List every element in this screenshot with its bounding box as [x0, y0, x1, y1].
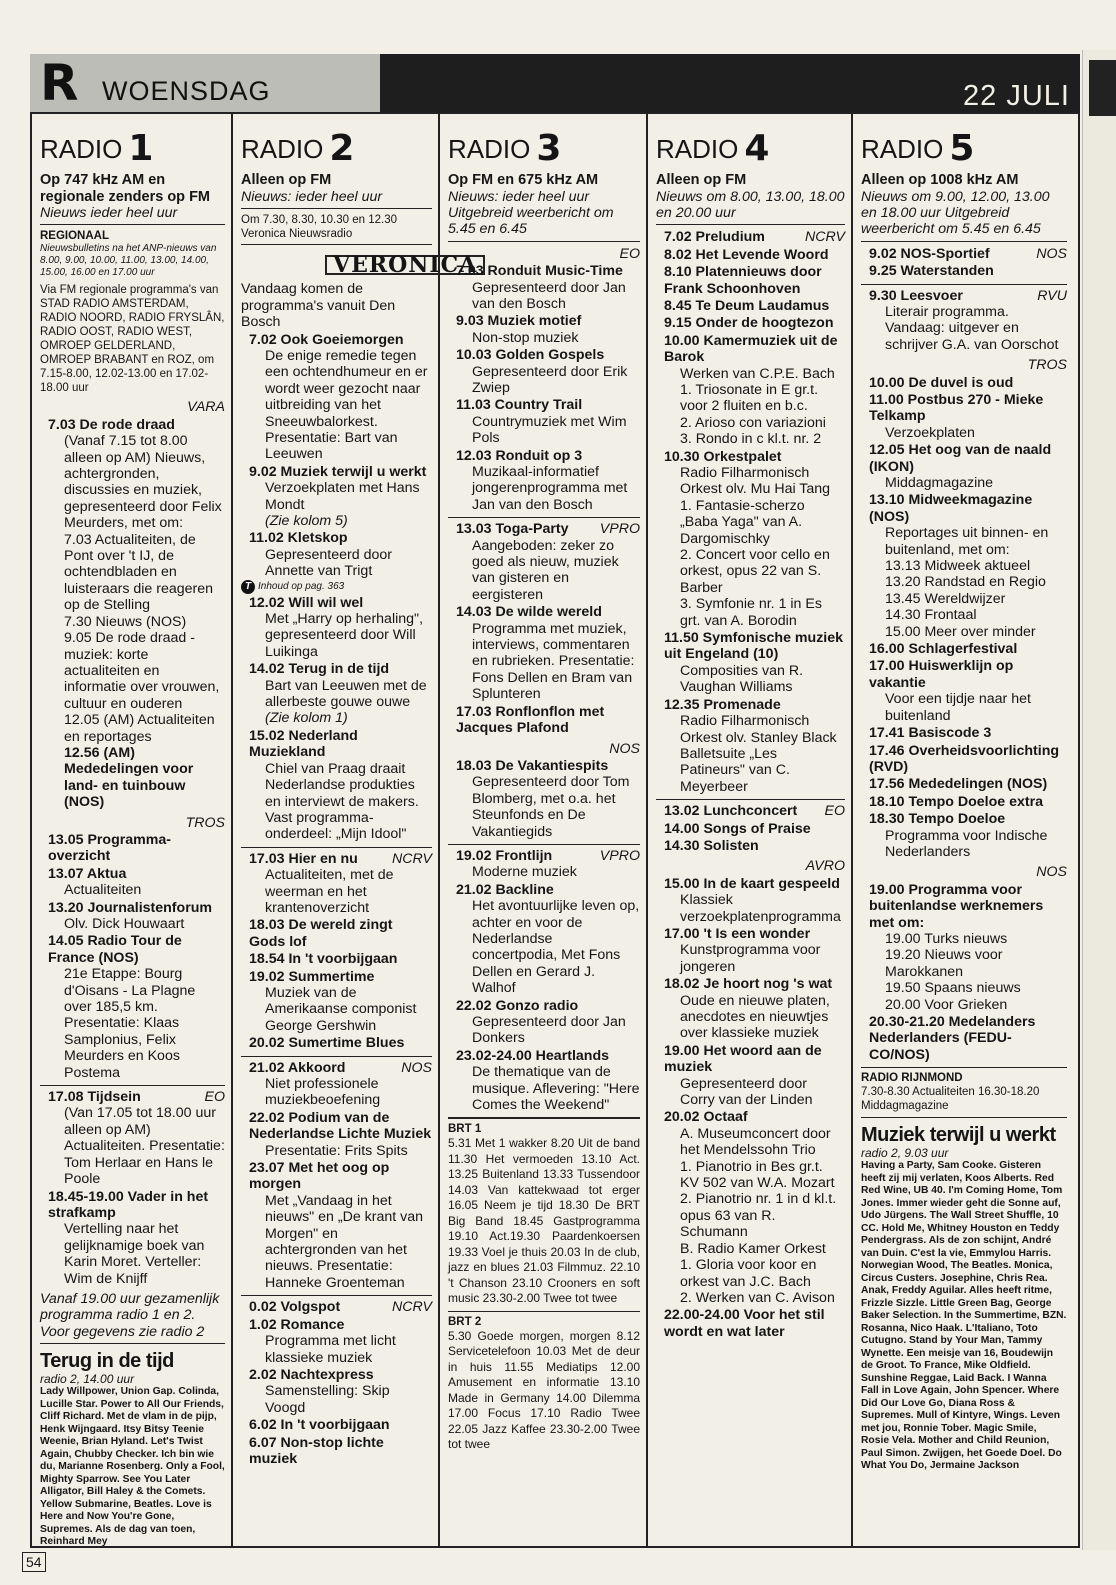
radio5-frequency: Alleen op 1008 kHz AM — [861, 172, 1019, 188]
program-entry: 12.03 Ronduit op 3 Muzikaal-informatief jongerenprogramma met Jan van den Bosch — [456, 447, 628, 513]
program-entry: 13.20 Journalistenforum Olv. Dick Houwaart — [48, 899, 212, 932]
program-entry: 18.03 De wereld zingt Gods lof — [249, 917, 393, 950]
program-entry: 22.02 Podium van de Nederlandse Lichte Muziek Presentatie: Frits Spits — [249, 1109, 432, 1159]
radio1-title: RADIO 1 — [40, 128, 154, 169]
program-entry: 6.02 In 't voorbijgaan — [249, 1417, 390, 1434]
program-entry: 16.00 Schlagerfestival — [869, 641, 1018, 658]
radio2-news: Nieuws: ieder heel uur — [241, 189, 432, 209]
program-entry: 7.03 De rode draad (Vanaf 7.15 tot 8.00 alleen op AM) Nieuws, achtergronden, discussies en muziek, gepresenteerd door Felix Meurders, met om: 7.03 Actualiteiten, de Pont over 't IJ, de ochtendbladen en luisteraars die reageren op de Stelling 7.30 Nieuws (NOS) 9.05 De rode draad - muziek: korte actualiteiten en informatie over vrouwen, cultuur en ouderen 12.05 (AM) Actualiteiten en reportages 12.56 (AM) Mededelingen voor land- en tuinbouw (NOS) — [48, 416, 222, 811]
broadcaster-label: NOS — [609, 740, 640, 757]
program-entry: 8.10 Platennieuws door Frank Schoonhoven — [664, 264, 822, 297]
program-entry: 11.50 Symfonische muziek uit Engeland (10) Composities van R. Vaughan Williams — [664, 630, 844, 696]
radio1-frequency: Op 747 kHz AM en regionale zenders op FM — [40, 172, 210, 205]
radio3-title: RADIO 3 — [448, 128, 562, 169]
box-title: Muziek terwijl u werkt — [861, 1124, 1056, 1147]
program-entry: 12.35 Promenade Radio Filharmonisch Orkest olv. Stanley Black Balletsuite „Les Patineurs" van C. Meyerbeer — [664, 696, 837, 795]
rijnmond-schedule: 7.30-8.30 Actualiteiten 16.30-18.20 Middagmagazine — [861, 1086, 1040, 1113]
program-entry: 19.00 Het woord aan de muziek Gepresenteerd door Corry van der Linden — [664, 1042, 822, 1109]
program-entry: 9.02 Muziek terwijl u werkt Verzoekplaten met Hans Mondt (Zie kolom 5) — [249, 463, 427, 529]
program-entry: 14.03 De wilde wereld Programma met muziek, interviews, commentaren en rubrieken. Presentatie: Fons Dellen en Bram van Splunteren — [456, 604, 635, 703]
program-entry: 17.41 Basiscode 3 — [869, 725, 992, 742]
broadcaster-label: TROS — [185, 814, 225, 831]
box-title: Terug in de tijd — [40, 1350, 174, 1373]
program-entry: 15.00 In de kaart gespeeld Klassiek verzoekplatenprogramma — [664, 875, 841, 925]
program-entry: 17.08 Tijdsein EO (Van 17.05 tot 18.00 uur alleen op AM) Actualiteiten. Presentatie: Tom Herlaar en Hans le Poole — [48, 1089, 225, 1188]
program-entry: 17.00 't Is een wonder Kunstprogramma voor jongeren — [664, 925, 821, 975]
radio4-frequency: Alleen op FM — [656, 172, 747, 188]
program-entry: 9.30 Leesvoer RVU Literair programma. Vandaag: uitgever en schrijver G.A. van Oorschot — [869, 287, 1067, 353]
program-entry: 18.02 Je hoort nog 's wat Oude en nieuwe platen, anecdotes en nieuwtjes over klassieke muziek — [664, 976, 833, 1042]
program-entry: 17.00 Huiswerklijn op vakantie Voor een tijdje naar het buitenland — [869, 658, 1031, 724]
box-playlist: Lady Willpower, Union Gap. Colinda, Lucille Star. Power to All Our Friends, Cliff Richard. Met de vlam in de pijp, Henk Wijngaard. Itsy Bitsy Teenie Weenie, Brian Hyland. Let's Twist Again, Chubby Checker. Ich bin wie du, Marianne Rosenberg. Only a Fool, Mighty Sparrow. See You Later Alligator, Bill Haley & the Comets. Yellow Submarine, Beatles. Love is Here and Now You're Gone, Supremes. Als de dag van toen, Reinhard Mey — [40, 1386, 225, 1548]
program-entry: 1.02 Romance Programma met licht klassieke muziek — [249, 1316, 396, 1366]
program-entry: 17.03 Ronflonflon met Jacques Plafond — [456, 703, 605, 737]
program-entry: 21.02 Akkoord NOS Niet professionele muziekbeoefening — [249, 1059, 432, 1109]
radio2-frequency: Alleen op FM — [241, 172, 332, 188]
program-entry: 10.03 Golden Gospels Gepresenteerd door Erik Zwiep — [456, 347, 628, 396]
program-entry: 18.10 Tempo Doeloe extra — [869, 793, 1043, 810]
brt2-title: BRT 2 — [448, 1315, 482, 1328]
radio3-column — [440, 114, 646, 1544]
radio5-news: Nieuws om 9.00, 12.00, 13.00 en 18.00 uur Uitgebreid weerbericht om 5.45 en 6.45 — [861, 189, 1067, 242]
radio3-frequency: Op FM en 675 kHz AM — [448, 172, 599, 188]
program-entry: 19.02 Summertime Muziek van de Amerikaanse componist George Gershwin — [249, 968, 417, 1034]
header-left-band — [30, 54, 380, 112]
veronica-logo: VERONICA — [325, 255, 485, 275]
program-entry: 20.30-21.20 Medelanders Nederlanders (FEDU-CO/NOS) — [869, 1014, 1036, 1063]
program-entry: 14.30 Solisten — [664, 837, 759, 854]
page-number: 54 — [22, 1552, 46, 1572]
program-entry: 9.25 Waterstanden — [869, 263, 994, 280]
program-entry: 18.54 In 't voorbijgaan — [249, 951, 398, 968]
broadcaster-label: VARA — [187, 399, 225, 416]
day-label: WOENSDAG — [102, 76, 271, 106]
program-entry: 14.05 Radio Tour de France (NOS) 21e Etappe: Bourg d'Oisans - La Plagne over 185,5 km. Presentatie: Klaas Samplonius, Felix Meurders en Koos Postema — [48, 933, 196, 1081]
program-entry: 0.02 Volgspot NCRV — [249, 1299, 432, 1316]
program-entry: 18.45-19.00 Vader in het strafkamp Vertelling naar het gelijknamige boek van Karin Moret. Verteller: Wim de Knijff — [48, 1188, 209, 1287]
radio1-column — [32, 114, 231, 1548]
program-entry: 22.00-24.00 Voor het stil wordt en wat later — [664, 1307, 825, 1340]
brt2-schedule: 5.30 Goede morgen, morgen 8.12 Servicetelefoon 10.03 Met de deur in huis 11.55 Mediatips 12.00 Amusement en informatie 13.10 Made in Germany 14.00 Dilemma 17.00 Focus 17.10 Radio Twee 22.05 Jazz Kaffee 23.30-2.00 Twee tot twee — [448, 1328, 640, 1452]
broadcaster-label: TROS — [1027, 357, 1067, 374]
program-entry: 9.03 Muziek motief Non-stop muziek — [456, 313, 582, 346]
program-entry: 19.02 Frontlijn VPRO Moderne muziek — [456, 847, 640, 881]
radio4-title: RADIO 4 — [656, 128, 770, 169]
program-entry: 10.00 Kamermuziek uit de Barok Werken van C.P.E. Bach 1. Triosonate in E gr.t. voor 2 fluiten en b.c. 2. Arioso con variazioni 3. Rondo in c kl.t. nr. 2 — [664, 332, 838, 448]
box-subtitle: radio 2, 9.03 uur — [861, 1146, 949, 1161]
broadcaster-label: AVRO — [805, 858, 845, 875]
program-entry: 21.02 Backline Het avontuurlijke leven op, achter en voor de Nederlandse concertpodia, Met Fons Dellen en Gerard J. Walhof — [456, 881, 640, 997]
program-entry: 18.30 Tempo Doeloe Programma voor Indische Nederlanders — [869, 811, 1048, 860]
broadcaster-label: EO — [619, 245, 640, 262]
program-entry: 12.02 Will wil wel Met „Harry op herhaling", gepresenteerd door Will Luikinga — [249, 594, 424, 660]
program-entry: 13.02 Lunchconcert EO — [664, 803, 845, 820]
adjacent-page-edge — [1082, 50, 1116, 1550]
program-entry: 11.02 Kletskop Gepresenteerd door Annette van Trigt T Inhoud op pag. 363 — [241, 530, 432, 593]
program-entry: 14.00 Songs of Praise — [664, 820, 811, 837]
radio4-news: Nieuws om 8.00, 13.00, 18.00 en 20.00 uur — [656, 189, 845, 226]
program-entry: 9.15 Onder de hoogtezon — [664, 315, 834, 332]
program-entry: 20.02 Octaaf A. Museumconcert door het Mendelssohn Trio 1. Pianotrio in Bes gr.t. KV 502 van W.A. Mozart 2. Pianotrio nr. 1 in d kl.t. opus 63 van R. Schumann B. Radio Kamer Orkest 1. Gloria voor koor en orkest van J.C. Bach 2. Werken van C. Avison — [664, 1109, 837, 1306]
program-entry: 20.02 Sumertime Blues — [249, 1035, 405, 1052]
radio5-column — [853, 114, 1073, 1544]
section-logo: R — [40, 54, 79, 112]
program-entry: 6.07 Non-stop lichte muziek — [249, 1434, 384, 1467]
box-playlist: Having a Party, Sam Cooke. Gisteren heeft zij mij verlaten, Koos Alberts. Red Red Wine, UB 40. I'm Coming Home, Tom Jones. Immer wieder geht die Sonne auf, Udo Jürgens. The Wall Street Shuffle, 10 CC. Hold Me, Whitney Houston en Teddy Pendergrass. Als de zon schijnt, André van Duin. C'est la vie, Emmylou Harris. Norwegian Wood, The Beatles. Monica, Circus Custers. Josephine, Chris Rea. Anak, Freddy Aguilar. Alles heeft ritme, Frizzle Sizzle. Little Green Bag, George Baker Selection. In the Summertime, BZN. Rosanna, Nico Haak. L'Italiano, Toto Cutugno. Stand by Your Man, Tammy Wynette. Een meisje van 16, Boudewijn de Groot. To France, Mike Oldfield. Sunshine Reggae, Laid Back. I Wanna Fall in Love Again, John Spencer. Where Did Our Love Go, Diana Ross & Supremes. Mull of Kintyre, Wings. Leven met jou, Ronnie Tober. Magic Smile, Rosie Vela. Mother and Child Reunion, Paul Simon. Zwijgen, het Goede Doel. Do What You Do, Jermaine Jackson — [861, 1160, 1067, 1472]
radio4-column — [648, 114, 851, 1544]
radio5-title: RADIO 5 — [861, 128, 975, 169]
program-entry: 17.56 Mededelingen (NOS) — [869, 776, 1048, 793]
brt1-schedule: 5.31 Met 1 wakker 8.20 Uit de band 11.30 Het vermoeden 13.10 Act. 13.25 Buitenland 13.33 Tussendoor 14.03 Van kattekwaad tot erger 16.05 Neem je tijd 18.30 De BRT Big Band 18.45 Gastprogramma 19.10 Act.19.30 Paardenkoersen 19.33 Voel je thuis 20.03 In de club, jazz en blues 21.03 Filmmuz. 22.10 't Chanson 23.10 Crooners en soft music 23.30-2.00 Twee tot twee — [448, 1136, 640, 1306]
program-entry: 7.02 Preludium NCRV — [664, 229, 845, 246]
program-entry: 8.02 Het Levende Woord — [664, 246, 829, 263]
radio3-news: Nieuws: ieder heel uur Uitgebreid weerbericht om 5.45 en 6.45 — [448, 189, 640, 242]
program-entry: 18.03 De Vakantiespits Gepresenteerd door Tom Blomberg, met o.a. het Steunfonds en De Vakantiegids — [456, 757, 630, 840]
date-label: 22 JULI — [963, 80, 1070, 112]
program-entry: 8.45 Te Deum Laudamus — [664, 297, 830, 314]
info-icon: T — [241, 580, 255, 594]
program-entry: 13.03 Toga-Party VPRO Aangeboden: zeker zo goed als nieuw, muziek van gisteren en eergisteren — [456, 521, 640, 603]
page-header — [30, 54, 1080, 112]
program-entry: 9.02 NOS-Sportief NOS — [869, 245, 1067, 262]
rijnmond-title: RADIO RIJNMOND — [861, 1072, 963, 1085]
program-entry: 14.02 Terug in de tijd Bart van Leeuwen met de allerbeste gouwe ouwe (Zie kolom 1) — [249, 661, 427, 727]
program-entry: 17.03 Hier en nu NCRV Actualiteiten, met de weerman en het krantenoverzicht — [249, 850, 432, 916]
box-subtitle: radio 2, 14.00 uur — [40, 1372, 135, 1387]
regionaal-text: Nieuwsbulletins na het ANP-nieuws van 8.00, 9.00, 10.00, 11.00, 13.00, 14.00, 15.00, 16.00 en 17.00 uur — [40, 243, 217, 279]
radio2-title: RADIO 2 — [241, 128, 355, 169]
radio2-intro: Vandaag komen de programma's vanuit Den Bosch — [241, 281, 396, 331]
regionaal-body: Via FM regionale programma's van STAD RADIO AMSTERDAM, RADIO NOORD, RADIO FRYSLÂN, RADIO OOST, RADIO WEST, OMROEP GELDERLAND, OMROEP BRABANT en ROZ, om 7.15-8.00, 12.02-13.00 en 17.02-18.00 uur — [40, 284, 225, 395]
radio1-news: Nieuws ieder heel uur — [40, 205, 225, 225]
program-entry: 10.30 Orkestpalet Radio Filharmonisch Orkest olv. Mu Hai Tang 1. Fantasie-scherzo „Baba Yaga" van A. Dargomischky 2. Concert voor cello en orkest, opus 22 van S. Barber 3. Symfonie nr. 1 in Es grt. van A. Borodin — [664, 448, 831, 629]
program-entry: 23.02-24.00 Heartlands De thematique van de musique. Aflevering: "Here Comes the Weekend" — [456, 1047, 640, 1114]
program-entry: 12.05 Het oog van de naald (IKON) Middagmagazine — [869, 442, 1052, 491]
program-entry: 10.00 De duvel is oud — [869, 374, 1014, 391]
program-entry: 11.03 Country Trail Countrymuziek met Wim Pols — [456, 397, 627, 447]
brt1-title: BRT 1 — [448, 1123, 482, 1136]
program-entry: 15.02 Nederland Muziekland Chiel van Praag draait Nederlandse produkties en interviewt de makers. Vast programma-onderdeel: „Mijn Idool" — [249, 727, 419, 843]
program-entry: 7.02 Ook Goeiemorgen De enige remedie tegen een ochtendhumeur en er wordt weer gezocht naar uitbreiding van het Sneeuwbalorkest. Presentatie: Bart van Leeuwen — [249, 331, 428, 463]
program-entry: 11.00 Postbus 270 - Mieke Telkamp Verzoekplaten — [869, 391, 1044, 441]
broadcaster-label: NOS — [1036, 864, 1067, 881]
radio1-note: Vanaf 19.00 uur gezamenlijk programma radio 1 en 2. Voor gegevens zie radio 2 — [40, 1291, 225, 1344]
program-entry: 17.46 Overheidsvoorlichting (RVD) — [869, 742, 1060, 775]
regionaal-title: REGIONAAL — [40, 230, 109, 243]
program-entry: 13.05 Programma-overzicht — [48, 831, 172, 865]
radio2-extra: Om 7.30, 8.30, 10.30 en 12.30 Veronica Nieuwsradio — [241, 213, 432, 245]
program-entry: 13.07 Aktua Actualiteiten — [48, 865, 142, 899]
program-entry: 2.02 Nachtexpress Samenstelling: Skip Voogd — [249, 1366, 390, 1416]
program-entry: 19.00 Programma voor buitenlandse werknemers met om: 19.00 Turks nieuws 19.20 Nieuws voor Marokkanen 19.50 Spaans nieuws 20.00 Voor Grieken — [869, 881, 1044, 1013]
program-entry: 23.07 Met het oog op morgen Met „Vandaag in het nieuws" en „De krant van Morgen" en achtergronden van het nieuws. Presentatie: Hanneke Groenteman — [249, 1160, 424, 1291]
program-entry: 22.02 Gonzo radio Gepresenteerd door Jan Donkers — [456, 997, 626, 1047]
program-entry: 7.03 Ronduit Music-Time Gepresenteerd door Jan van den Bosch — [456, 263, 626, 312]
program-entry: 13.10 Midweekmagazine (NOS) Reportages uit binnen- en buitenland, met om: 13.13 Midweek aktueel 13.20 Randstad en Regio 13.45 Wereldwijzer 14.30 Frontaal 15.00 Meer over minder — [869, 492, 1049, 640]
tv-guide-page — [22, 50, 1077, 1550]
